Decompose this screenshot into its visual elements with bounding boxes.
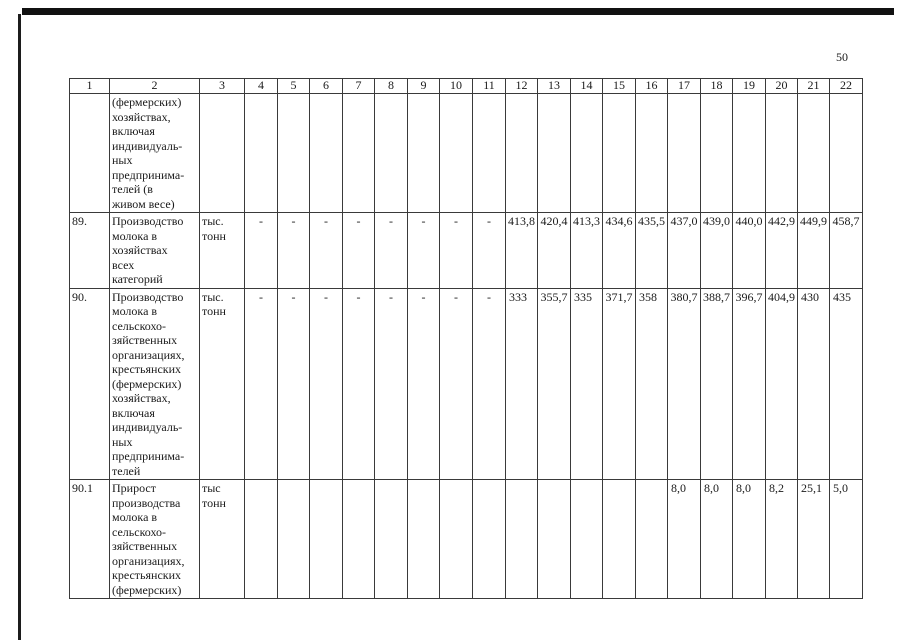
- indicator-name-line: зяйственных: [112, 539, 178, 553]
- value-cell: [310, 94, 343, 213]
- value-cell: [538, 480, 571, 599]
- value-cell: -: [375, 213, 408, 289]
- header-cell: 6: [310, 79, 343, 94]
- indicator-name-line: ных: [112, 434, 133, 449]
- value-cell: 8,0: [733, 480, 766, 599]
- value-cell: -: [343, 213, 375, 289]
- indicator-name-line: производства: [112, 495, 181, 510]
- value-cell: [701, 94, 733, 213]
- indicator-name-line: телей: [112, 463, 141, 478]
- value-cell: [798, 94, 830, 213]
- table-row: [70, 480, 863, 599]
- value-cell: [343, 94, 375, 213]
- row-number: 90.1: [70, 480, 110, 599]
- value-cell: [506, 94, 538, 213]
- unit-line: тыс.: [202, 289, 224, 304]
- value-cell: -: [375, 288, 408, 480]
- value-cell: [245, 94, 278, 213]
- indicator-name-line: Производство: [112, 289, 184, 304]
- header-cell: 3: [200, 79, 245, 94]
- indicators-table: [69, 78, 863, 599]
- value-cell: 8,2: [766, 480, 798, 599]
- header-cell: 11: [473, 79, 506, 94]
- value-cell: -: [408, 213, 440, 289]
- indicator-name-line: (фермерских): [112, 582, 182, 597]
- value-cell: 388,7: [701, 288, 733, 480]
- value-cell: [343, 480, 375, 599]
- value-cell: 413,8: [506, 213, 538, 289]
- value-cell: -: [408, 288, 440, 480]
- indicator-name-line: Прирост: [112, 481, 156, 495]
- value-cell: 435,5: [636, 213, 668, 289]
- value-cell: [636, 94, 668, 213]
- value-cell: 434,6: [603, 213, 636, 289]
- unit-line: тонн: [202, 228, 226, 243]
- indicator-name: [110, 480, 200, 599]
- unit-line: тыс.: [202, 214, 224, 228]
- value-cell: 439,0: [701, 213, 733, 289]
- value-cell: [733, 94, 766, 213]
- header-cell: 14: [571, 79, 603, 94]
- value-cell: 458,7: [830, 213, 863, 289]
- value-cell: [375, 94, 408, 213]
- value-cell: -: [473, 288, 506, 480]
- header-cell: 19: [733, 79, 766, 94]
- unit-cell: [200, 94, 245, 213]
- indicator-name-line: включая: [112, 124, 155, 138]
- value-cell: [408, 94, 440, 213]
- unit-cell: [200, 480, 245, 599]
- indicator-name-line: всех: [112, 257, 135, 272]
- value-cell: [538, 94, 571, 213]
- header-cell: 1: [70, 79, 110, 94]
- value-cell: 8,0: [701, 480, 733, 599]
- indicator-name-line: (фермерских): [112, 376, 182, 391]
- value-cell: -: [245, 288, 278, 480]
- indicator-name-line: хозяйствах: [112, 243, 168, 257]
- indicator-name: [110, 213, 200, 289]
- header-cell: 10: [440, 79, 473, 94]
- value-cell: 413,3: [571, 213, 603, 289]
- header-cell: 9: [408, 79, 440, 94]
- table-row: [70, 94, 863, 213]
- value-cell: 435: [830, 288, 863, 480]
- page-number: 50: [836, 50, 848, 64]
- value-cell: -: [473, 213, 506, 289]
- indicator-name-line: телей (в: [112, 182, 153, 196]
- value-cell: [408, 480, 440, 599]
- value-cell: [571, 94, 603, 213]
- value-cell: 430: [798, 288, 830, 480]
- row-number: 89.: [70, 213, 110, 289]
- value-cell: [830, 94, 863, 213]
- value-cell: [766, 94, 798, 213]
- value-cell: 335: [571, 288, 603, 480]
- value-cell: 380,7: [668, 288, 701, 480]
- header-cell: 17: [668, 79, 701, 94]
- value-cell: 396,7: [733, 288, 766, 480]
- value-cell: [506, 480, 538, 599]
- value-cell: -: [278, 288, 310, 480]
- value-cell: -: [343, 288, 375, 480]
- indicator-name-line: сельскохо-: [112, 524, 167, 539]
- header-cell: 18: [701, 79, 733, 94]
- value-cell: 420,4: [538, 213, 571, 289]
- value-cell: [668, 94, 701, 213]
- header-row: [70, 79, 863, 94]
- row-number: 90.: [70, 288, 110, 480]
- value-cell: [571, 480, 603, 599]
- indicator-name-line: ных: [112, 153, 133, 167]
- header-cell: 7: [343, 79, 375, 94]
- value-cell: [440, 94, 473, 213]
- header-cell: 8: [375, 79, 408, 94]
- row-number: [70, 94, 110, 213]
- value-cell: 437,0: [668, 213, 701, 289]
- indicator-name-line: крестьянских: [112, 568, 182, 582]
- indicator-name-line: предпринима-: [112, 449, 185, 463]
- value-cell: -: [310, 213, 343, 289]
- indicator-name-line: индивидуаль-: [112, 420, 183, 434]
- value-cell: [473, 480, 506, 599]
- value-cell: 355,7: [538, 288, 571, 480]
- value-cell: [278, 94, 310, 213]
- value-cell: [636, 480, 668, 599]
- indicator-name-line: крестьянских: [112, 362, 182, 376]
- indicator-name-line: организациях,: [112, 347, 185, 362]
- indicator-name-line: хозяйствах,: [112, 109, 171, 124]
- value-cell: -: [245, 213, 278, 289]
- header-cell: 2: [110, 79, 200, 94]
- value-cell: [440, 480, 473, 599]
- value-cell: 8,0: [668, 480, 701, 599]
- value-cell: [375, 480, 408, 599]
- value-cell: 5,0: [830, 480, 863, 599]
- indicator-name-line: живом весе): [112, 196, 175, 211]
- header-cell: 21: [798, 79, 830, 94]
- indicator-name-line: включая: [112, 405, 155, 420]
- indicator-name-line: организациях,: [112, 553, 185, 568]
- unit-line: тонн: [202, 495, 226, 510]
- header-cell: 4: [245, 79, 278, 94]
- scan-border-top: [22, 8, 894, 15]
- table-row: [70, 213, 863, 289]
- value-cell: 404,9: [766, 288, 798, 480]
- value-cell: -: [310, 288, 343, 480]
- value-cell: [278, 480, 310, 599]
- value-cell: [245, 480, 278, 599]
- indicator-name-line: зяйственных: [112, 333, 178, 347]
- value-cell: 440,0: [733, 213, 766, 289]
- header-cell: 22: [830, 79, 863, 94]
- indicator-name-line: Производство: [112, 214, 184, 228]
- header-cell: 15: [603, 79, 636, 94]
- value-cell: [473, 94, 506, 213]
- header-cell: 12: [506, 79, 538, 94]
- unit-line: тыс: [202, 481, 221, 495]
- value-cell: [603, 480, 636, 599]
- header-cell: 13: [538, 79, 571, 94]
- indicator-name-line: (фермерских): [112, 95, 182, 109]
- value-cell: -: [440, 213, 473, 289]
- indicator-name-line: молока в: [112, 228, 158, 243]
- header-cell: 5: [278, 79, 310, 94]
- indicator-name-line: предпринима-: [112, 167, 185, 182]
- unit-cell: [200, 213, 245, 289]
- indicator-name-line: категорий: [112, 272, 163, 286]
- value-cell: [310, 480, 343, 599]
- unit-line: тонн: [202, 304, 226, 318]
- unit-cell: [200, 288, 245, 480]
- value-cell: 25,1: [798, 480, 830, 599]
- header-cell: 20: [766, 79, 798, 94]
- value-cell: -: [440, 288, 473, 480]
- header-cell: 16: [636, 79, 668, 94]
- indicator-name-line: хозяйствах,: [112, 391, 171, 405]
- scan-border-left: [18, 14, 21, 640]
- indicator-name: [110, 288, 200, 480]
- table-row: [70, 288, 863, 480]
- value-cell: 333: [506, 288, 538, 480]
- indicator-name-line: сельскохо-: [112, 318, 167, 333]
- value-cell: [603, 94, 636, 213]
- indicator-name-line: молока в: [112, 304, 158, 318]
- value-cell: -: [278, 213, 310, 289]
- value-cell: 358: [636, 288, 668, 480]
- indicator-name-line: индивидуаль-: [112, 138, 183, 153]
- indicator-name-line: молока в: [112, 510, 158, 524]
- value-cell: 442,9: [766, 213, 798, 289]
- value-cell: 371,7: [603, 288, 636, 480]
- indicator-name: [110, 94, 200, 213]
- value-cell: 449,9: [798, 213, 830, 289]
